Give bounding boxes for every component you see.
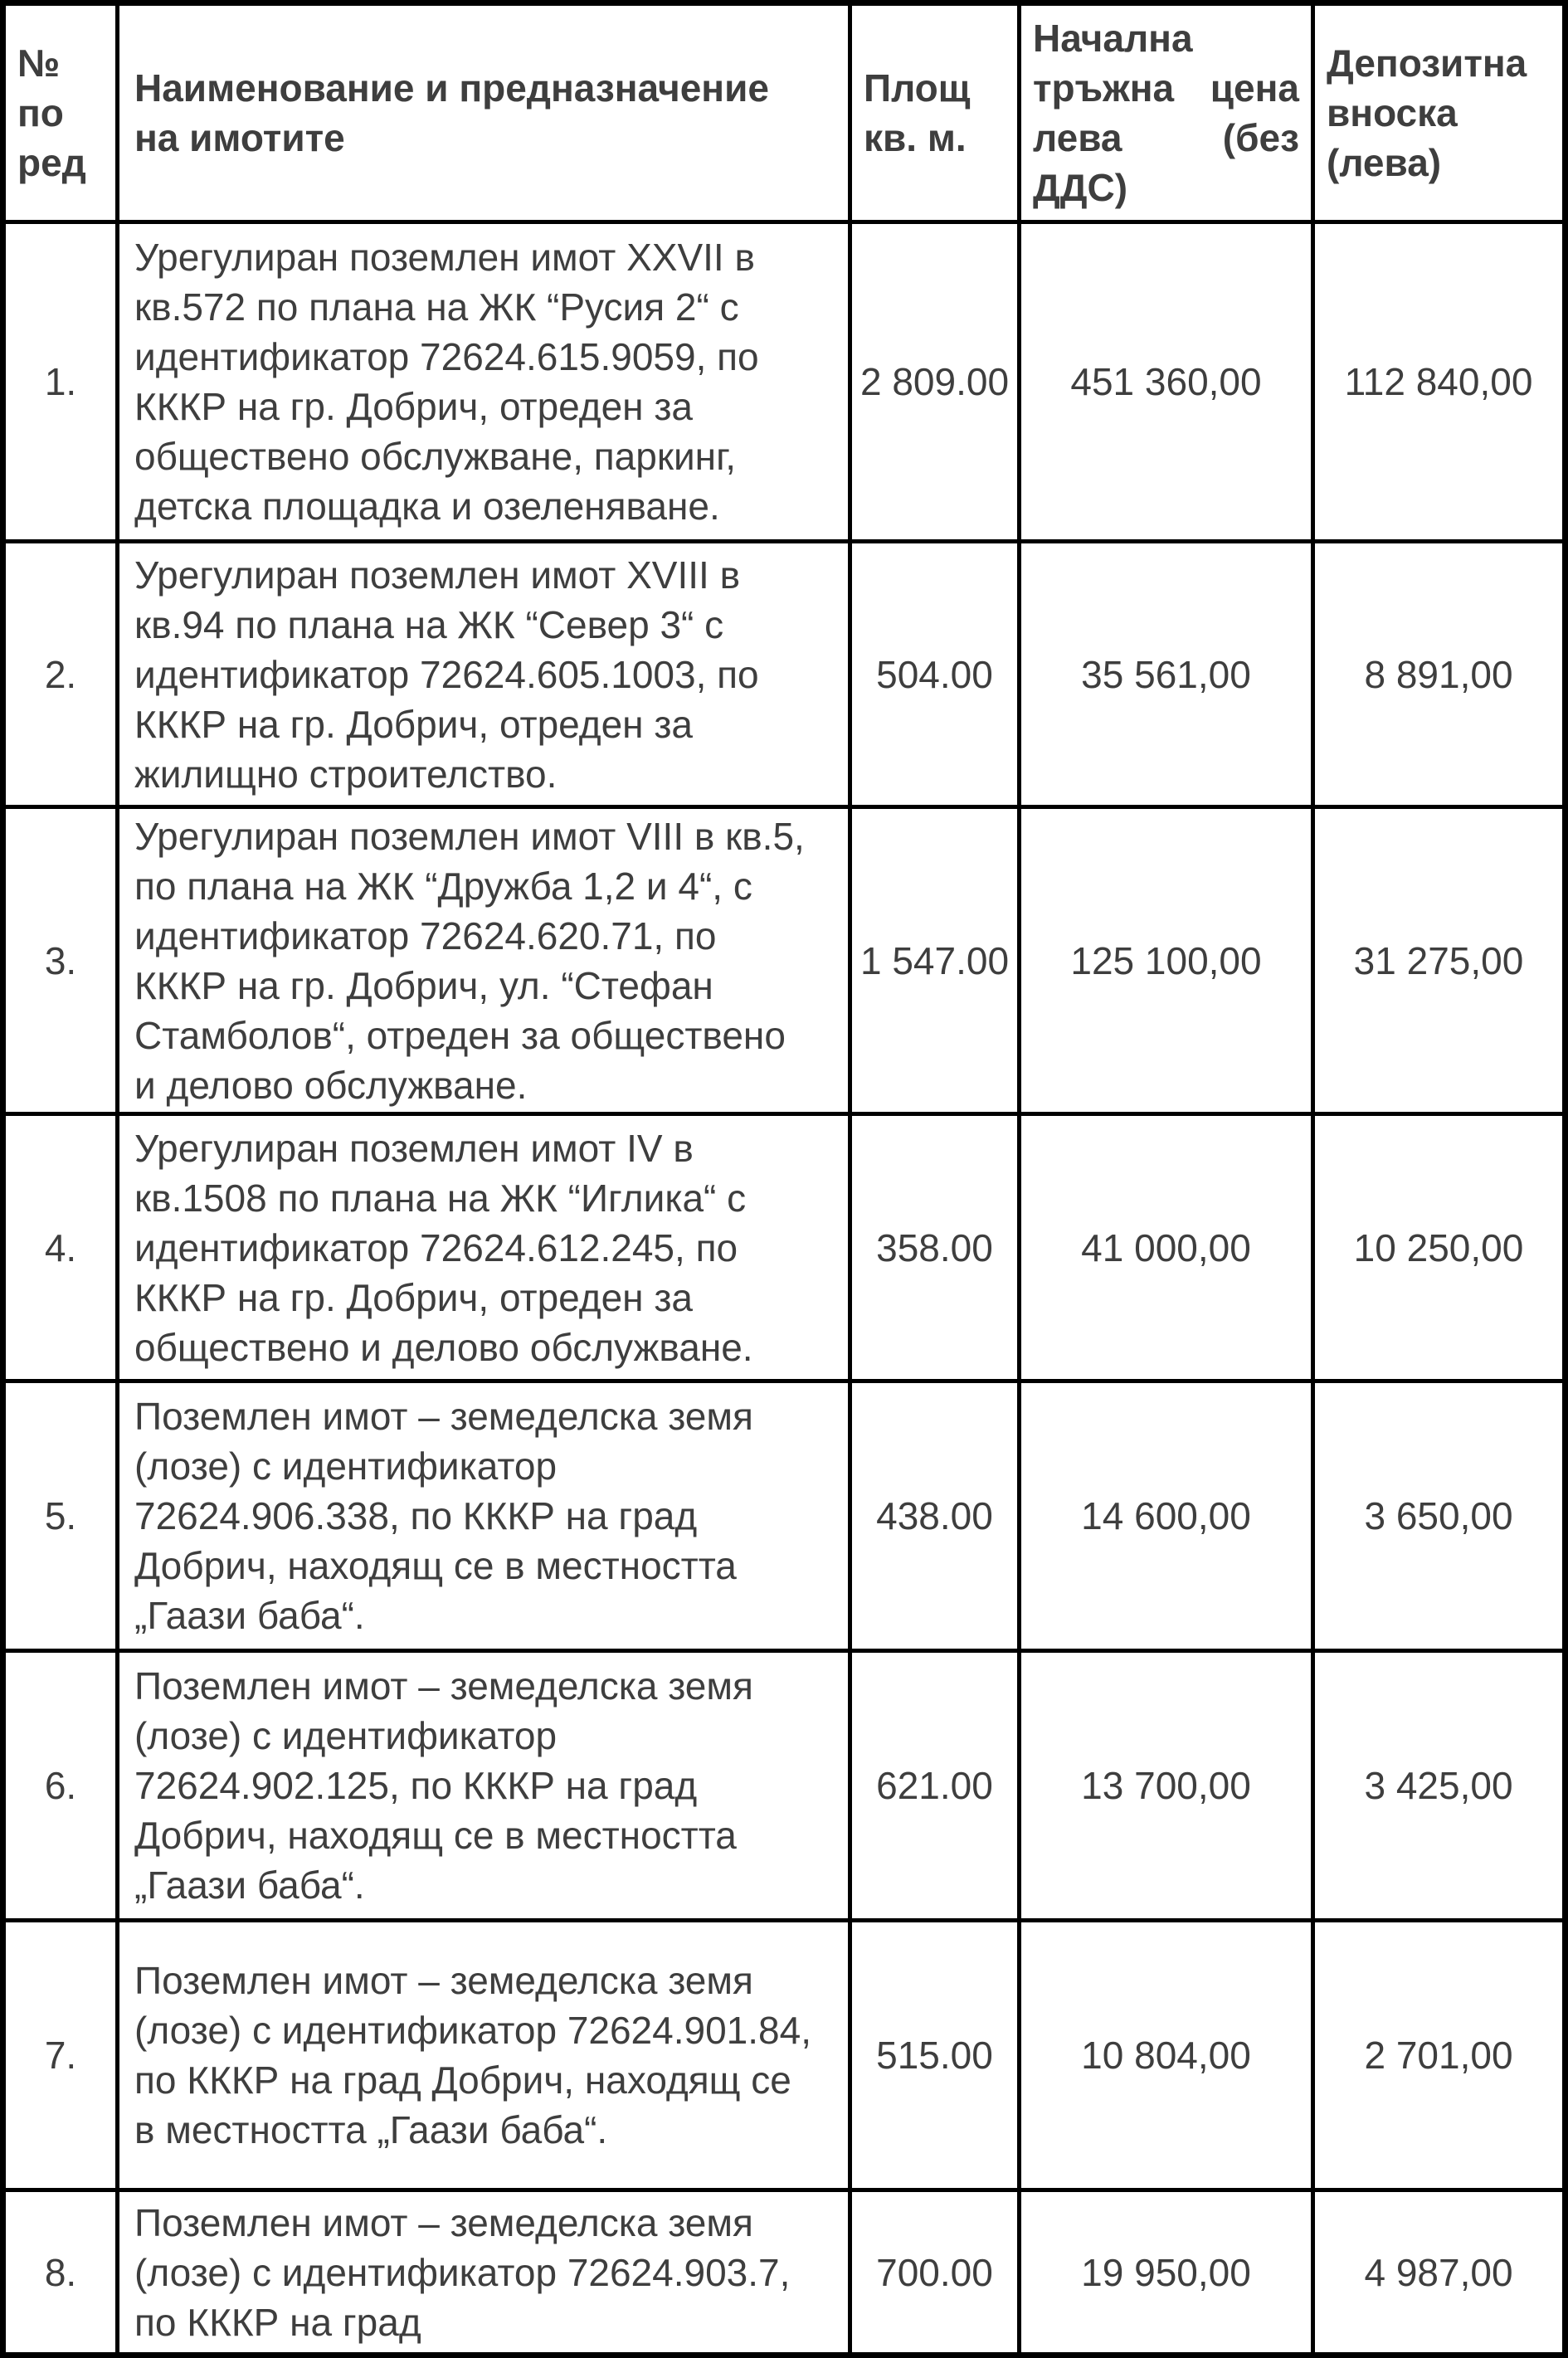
deposit-value-cell: 8 891,00 [1315,543,1562,805]
header-cell-starting-price [1021,6,1311,220]
row-number-cell: 5. [6,1383,115,1649]
row-number-cell: 2. [6,543,115,805]
deposit-value-cell: 4 987,00 [1315,2192,1562,2352]
header-cell-deposit [1315,6,1562,220]
area-value-cell: 700.00 [852,2192,1017,2352]
header-number-label: № по ред [17,41,86,184]
starting-price-value-cell: 35 561,00 [1021,543,1311,805]
row-number-cell: 8. [6,2192,115,2352]
property-description-cell: Урегулиран поземлен имот XXVII в кв.572 по плана на ЖК “Русия 2“ с идентификатор 72624.615.9059, по КККР на гр. Добрич, отреден за обществено обслужване, паркинг, детска площадка и озеленяване. [119,224,848,539]
deposit-value-cell: 31 275,00 [1315,809,1562,1112]
header-cell-number [6,6,115,220]
starting-price-value-cell: 19 950,00 [1021,2192,1311,2352]
header-deposit-label: Депозитна вноска (лева) [1327,41,1527,184]
area-value-cell: 358.00 [852,1116,1017,1379]
starting-price-value-cell: 41 000,00 [1021,1116,1311,1379]
property-description-cell: Урегулиран поземлен имот IV в кв.1508 по плана на ЖК “Иглика“ с идентификатор 72624.612.245, по КККР на гр. Добрич, отреден за обществено и делово обслужване. [119,1116,848,1379]
deposit-value-cell: 3 425,00 [1315,1653,1562,1918]
row-number-cell: 4. [6,1116,115,1379]
area-value-cell: 2 809.00 [852,224,1017,539]
header-starting-price-label: Начална тръжна цена лева (без ДДС) [1033,17,1299,209]
area-value-cell: 1 547.00 [852,809,1017,1112]
header-area-label: Площ кв. м. [864,66,971,159]
area-value-cell: 438.00 [852,1383,1017,1649]
area-value-cell: 504.00 [852,543,1017,805]
starting-price-value-cell: 13 700,00 [1021,1653,1311,1918]
starting-price-value-cell: 125 100,00 [1021,809,1311,1112]
property-description-cell: Поземлен имот – земеделска земя (лозе) с идентификатор 72624.901.84, по КККР на град Добрич, находящ се в местността „Гаази баба“. [119,1922,848,2188]
property-description-cell: Поземлен имот – земеделска земя (лозе) с идентификатор 72624.903.7, по КККР на град [119,2192,848,2352]
area-value-cell: 515.00 [852,1922,1017,2188]
row-number-cell: 6. [6,1653,115,1918]
deposit-value-cell: 3 650,00 [1315,1383,1562,1649]
property-description-cell: Урегулиран поземлен имот XVIII в кв.94 по плана на ЖК “Север 3“ с идентификатор 72624.605.1003, по КККР на гр. Добрич, отреден за жилищно строителство. [119,543,848,805]
starting-price-value-cell: 10 804,00 [1021,1922,1311,2188]
property-description-cell: Поземлен имот – земеделска земя (лозе) с идентификатор 72624.902.125, по КККР на град Добрич, находящ се в местността „Гаази баба“. [119,1653,848,1918]
row-number-cell: 7. [6,1922,115,2188]
area-value-cell: 621.00 [852,1653,1017,1918]
deposit-value-cell: 112 840,00 [1315,224,1562,539]
header-cell-area [852,6,1017,220]
property-description-cell: Урегулиран поземлен имот VIII в кв.5, по плана на ЖК “Дружба 1,2 и 4“, с идентификатор 72624.620.71, по КККР на гр. Добрич, ул. “Стефан Стамболов“, отреден за обществено и делово обслужване. [119,809,848,1112]
starting-price-value-cell: 14 600,00 [1021,1383,1311,1649]
header-name-label: Наименование и предназначение на имотите [134,66,769,159]
header-cell-name [119,6,848,220]
row-number-cell: 1. [6,224,115,539]
deposit-value-cell: 10 250,00 [1315,1116,1562,1379]
deposit-value-cell: 2 701,00 [1315,1922,1562,2188]
property-description-cell: Поземлен имот – земеделска земя (лозе) с идентификатор 72624.906.338, по КККР на град Добрич, находящ се в местността „Гаази баба“. [119,1383,848,1649]
row-number-cell: 3. [6,809,115,1112]
starting-price-value-cell: 451 360,00 [1021,224,1311,539]
